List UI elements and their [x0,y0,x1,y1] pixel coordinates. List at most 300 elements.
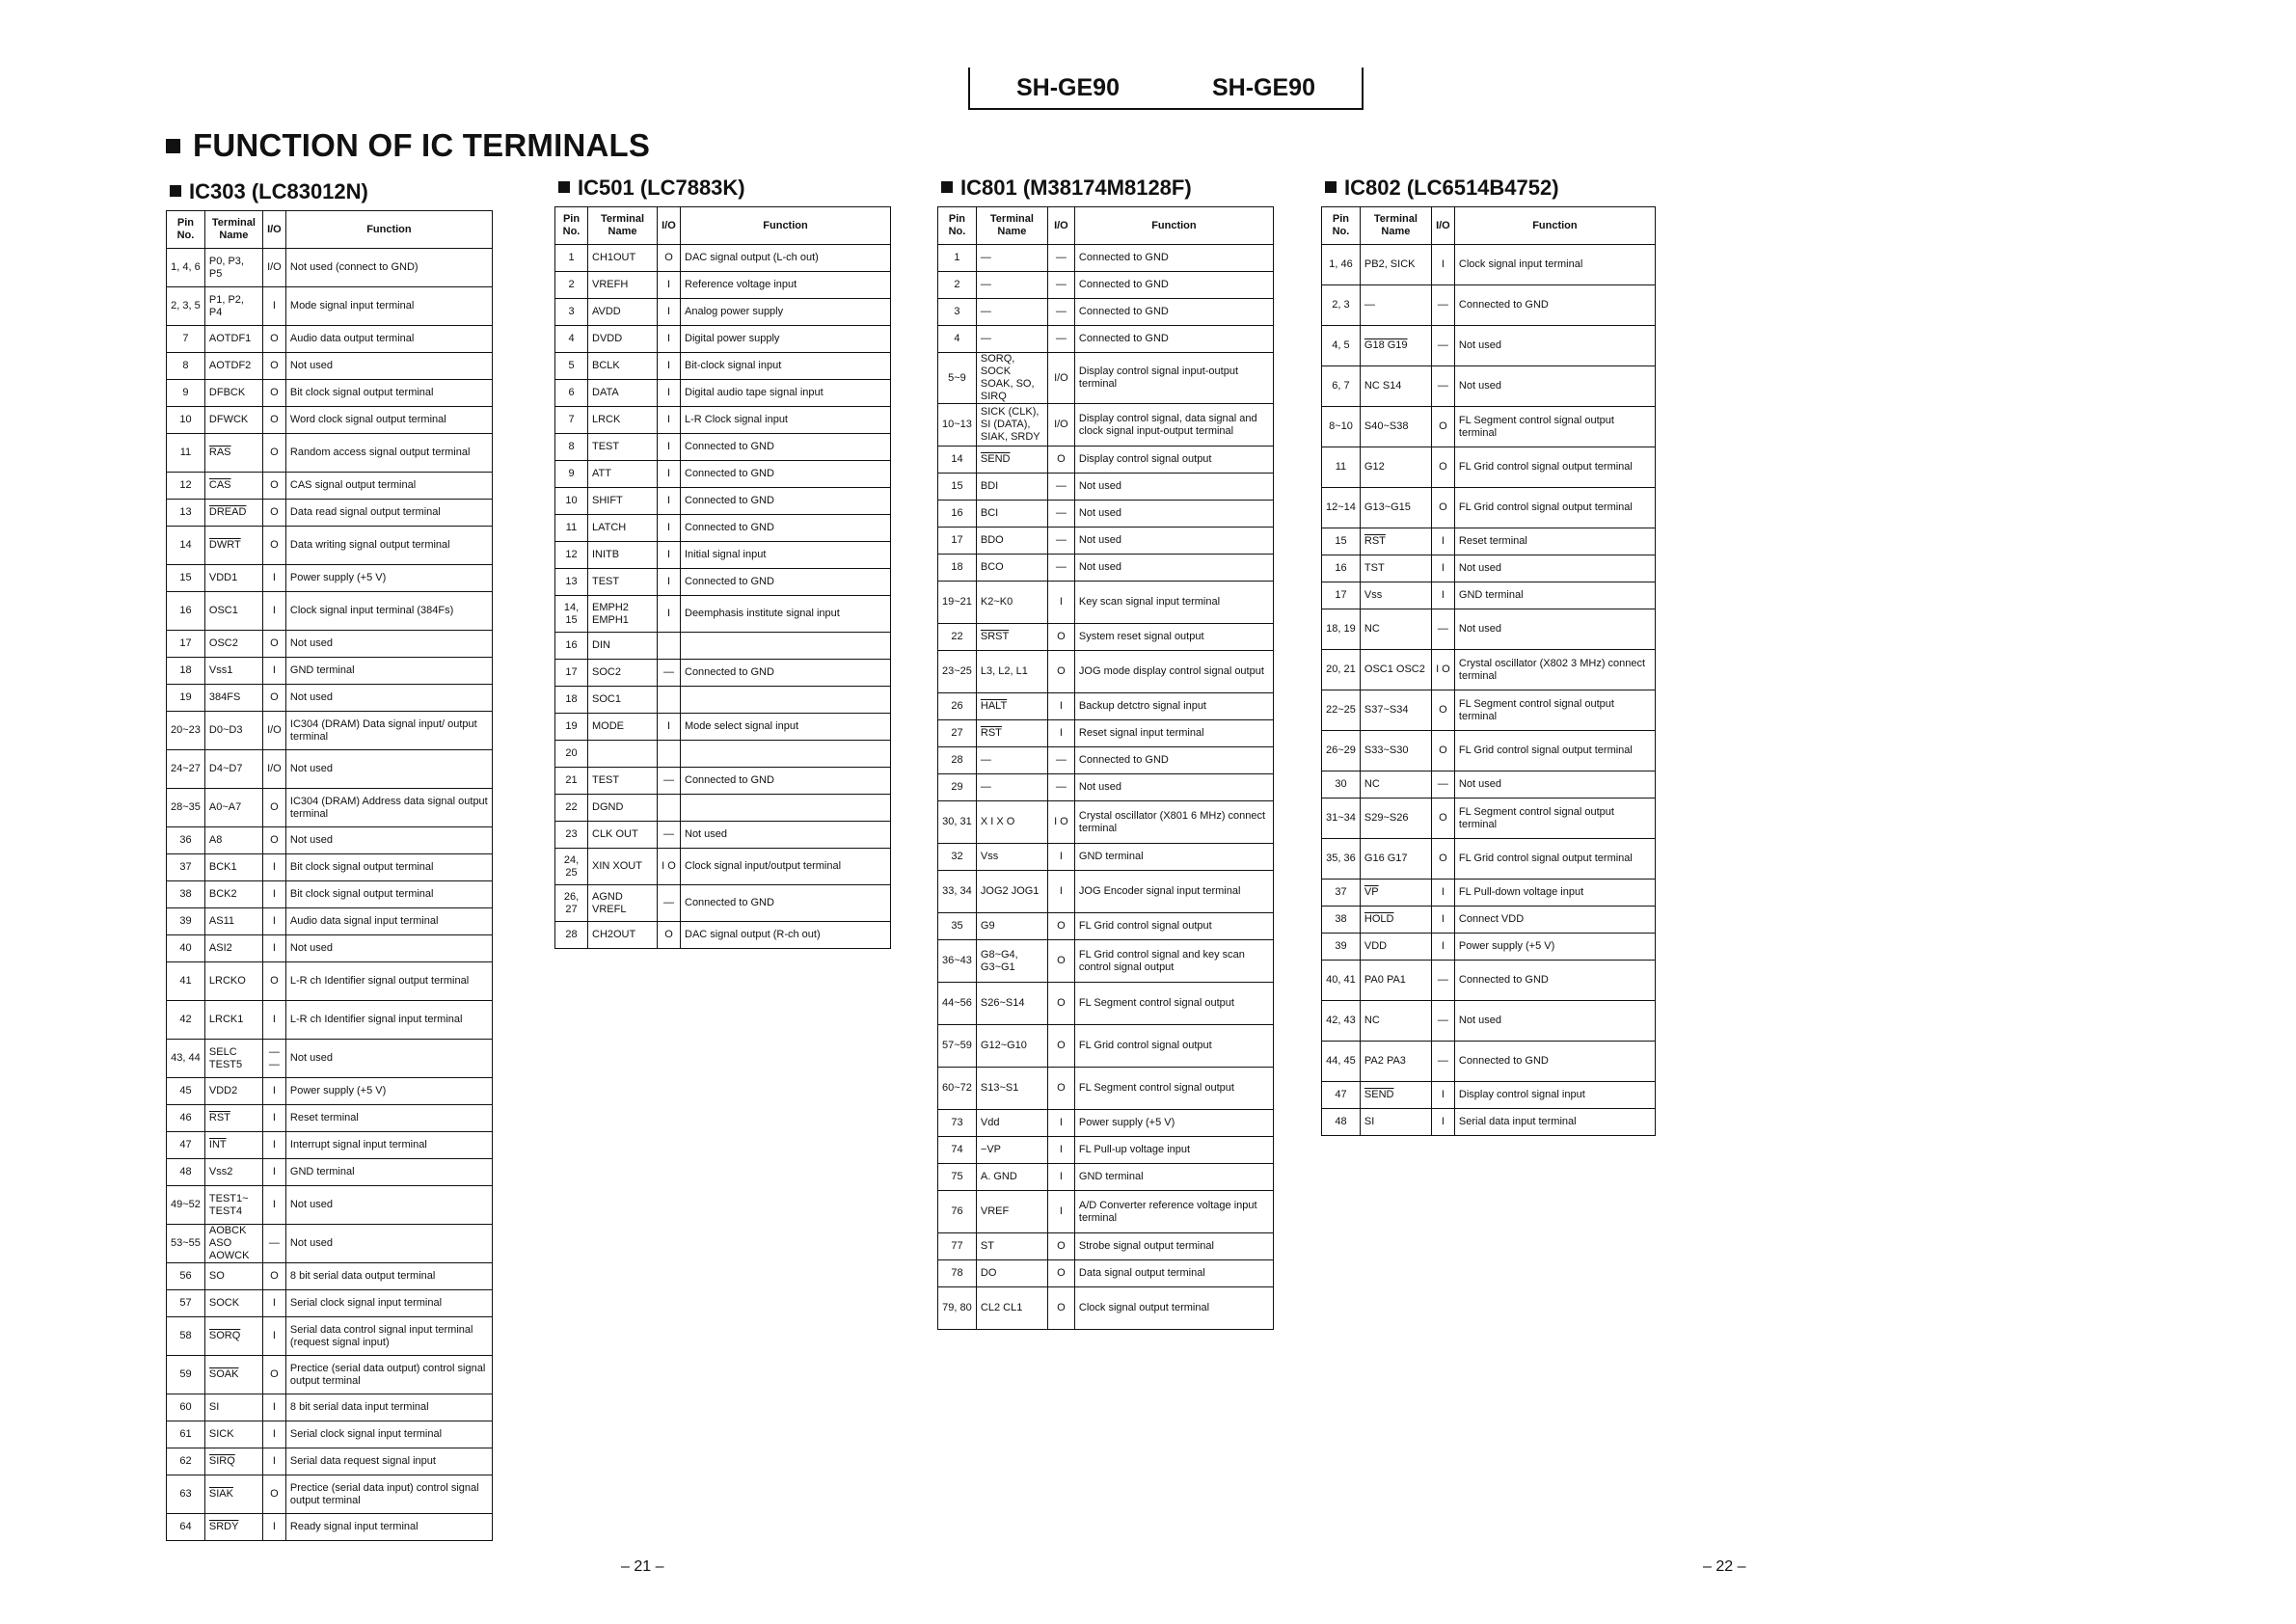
pin-cell: 10 [555,488,588,515]
page-number-left: – 21 – [621,1558,664,1575]
function-cell: A/D Converter reference voltage input terminal [1074,1191,1273,1233]
io-cell: O [1431,839,1454,880]
ic802-section [1321,176,1656,1136]
table-row [167,658,493,685]
io-cell: O [262,380,285,407]
function-cell: JOG Encoder signal input terminal [1074,871,1273,913]
io-cell [658,633,681,660]
table-row [938,1287,1274,1330]
pin-cell: 15 [167,565,205,592]
table-row [938,1191,1274,1233]
pin-cell: 61 [167,1421,205,1448]
io-cell: I [262,1001,285,1040]
terminal-name-cell: S29~S26 [1360,798,1431,839]
function-cell: Prectice (serial data input) control signal output terminal [285,1475,492,1514]
terminal-name-cell: DGND [588,795,658,822]
terminal-name-cell: AS11 [204,908,262,935]
pin-cell: 4, 5 [1322,326,1361,366]
table-row [167,750,493,789]
table-row [555,741,891,768]
table-row [938,528,1274,555]
terminal-name-cell: LATCH [588,515,658,542]
table-row [938,272,1274,299]
io-cell: O [262,527,285,565]
function-cell: FL Segment control signal output terminal [1454,798,1655,839]
function-cell: Serial data request signal input [285,1448,492,1475]
function-cell: Data read signal output terminal [285,500,492,527]
function-cell: Clock signal input terminal (384Fs) [285,592,492,631]
terminal-name-cell: SOCK [204,1290,262,1317]
io-cell: I [658,326,681,353]
terminal-name-cell: CH2OUT [588,922,658,949]
io-cell: I [1431,582,1454,609]
terminal-name-cell: ST [976,1233,1047,1260]
io-cell: I [262,1421,285,1448]
pin-cell: 64 [167,1514,205,1541]
column-header-terminal: Terminal Name [1360,207,1431,245]
pin-cell: 74 [938,1137,977,1164]
terminal-name-cell: VDD1 [204,565,262,592]
terminal-name-cell: $\overline{RST}$ [204,1105,262,1132]
terminal-name-cell: SOAK [204,1356,262,1394]
function-cell: Connected to GND [1074,299,1273,326]
pin-cell: 12~14 [1322,488,1361,528]
io-cell: I [1431,528,1454,555]
function-cell: Display control signal output [1074,447,1273,474]
terminal-name-cell: BDI [976,474,1047,501]
table-row [555,461,891,488]
function-cell: Power supply (+5 V) [285,1078,492,1105]
table-row [938,871,1274,913]
io-cell [658,741,681,768]
pin-cell: 9 [555,461,588,488]
pin-cell: 3 [938,299,977,326]
terminal-name-cell: P0, P3, P5 [204,249,262,287]
pin-cell: 22 [938,624,977,651]
pin-cell: 38 [167,881,205,908]
pin-cell: 22~25 [1322,690,1361,731]
pin-cell: 39 [167,908,205,935]
terminal-name-cell: D4~D7 [204,750,262,789]
io-cell: O [1047,1287,1074,1330]
io-cell: O [658,922,681,949]
terminal-name-cell: HOLD [1360,907,1431,934]
io-cell: O [1047,447,1074,474]
ic303-section [166,179,493,1541]
pin-cell: 7 [167,326,205,353]
io-cell: I [658,596,681,633]
function-cell: Clock signal output terminal [1074,1287,1273,1330]
table-row [938,1260,1274,1287]
table-row [167,1317,493,1356]
pin-cell: 62 [167,1448,205,1475]
table-row [167,712,493,750]
function-cell: FL Grid control signal output terminal [1454,488,1655,528]
pin-cell: 73 [938,1110,977,1137]
table-row [555,326,891,353]
function-cell: Reset terminal [1454,528,1655,555]
io-cell: — [1047,245,1074,272]
pin-cell: 58 [167,1317,205,1356]
pin-cell: 20, 21 [1322,650,1361,690]
table-row [167,1132,493,1159]
io-cell: I [262,1078,285,1105]
table-row [167,1078,493,1105]
table-row [555,633,891,660]
function-cell: Not used [1074,555,1273,582]
table-row [167,407,493,434]
io-cell: I [658,272,681,299]
io-cell: — [658,660,681,687]
io-cell: O [1047,1233,1074,1260]
square-bullet-icon [558,181,570,193]
terminal-name-cell: PB2, SICK [1360,245,1431,285]
table-row [938,326,1274,353]
terminal-name-cell: X I X O [976,801,1047,844]
table-row [938,1110,1274,1137]
function-cell: Word clock signal output terminal [285,407,492,434]
io-cell: O [262,1475,285,1514]
pin-cell: 60~72 [938,1068,977,1110]
table-row [1322,326,1656,366]
table-row [1322,609,1656,650]
table-row [555,822,891,849]
terminal-name-cell: S33~S30 [1360,731,1431,771]
terminal-name-cell: G12 [1360,447,1431,488]
table-row [1322,934,1656,961]
terminal-name-cell: SELC TEST5 [204,1040,262,1078]
pin-cell: 30, 31 [938,801,977,844]
function-cell: Not used [1454,366,1655,407]
io-cell: I [658,461,681,488]
function-cell: Connected to GND [681,461,891,488]
io-cell: — [658,885,681,922]
pin-cell: 36~43 [938,940,977,983]
pin-cell: 48 [167,1159,205,1186]
io-cell: I [1047,1164,1074,1191]
column-header-pin: Pin No. [167,211,205,249]
io-cell: O [262,827,285,854]
table-row [167,326,493,353]
column-header-io: I/O [262,211,285,249]
io-cell: I O [1431,650,1454,690]
function-cell: Random access signal output terminal [285,434,492,473]
function-cell: Not used [285,1040,492,1078]
table-row [167,1421,493,1448]
section-title [941,176,1274,201]
function-cell: 8 bit serial data input terminal [285,1394,492,1421]
table-row [938,651,1274,693]
terminal-name-cell: MODE [588,714,658,741]
terminal-name-cell: DATA [588,380,658,407]
function-cell: IC304 (DRAM) Address data signal output terminal [285,789,492,827]
table-row [938,1233,1274,1260]
pin-cell: 2 [938,272,977,299]
terminal-name-cell: EMPH2 EMPH1 [588,596,658,633]
header-row [555,207,891,245]
terminal-name-cell: SORQ [204,1317,262,1356]
function-cell: Audio data signal input terminal [285,908,492,935]
pin-cell: 12 [555,542,588,569]
function-cell [681,633,891,660]
io-cell: I [1047,1191,1074,1233]
terminal-name-cell: DFWCK [204,407,262,434]
function-cell: Power supply (+5 V) [285,565,492,592]
table-row [167,1040,493,1078]
table-row [167,631,493,658]
pin-cell: 29 [938,774,977,801]
function-cell: Not used [681,822,891,849]
pin-cell: 16 [938,501,977,528]
function-cell: Connected to GND [681,569,891,596]
terminal-name-cell: SHIFT [588,488,658,515]
terminal-name-cell: DVDD [588,326,658,353]
io-cell: — [1047,555,1074,582]
terminal-name-cell: TEST [588,569,658,596]
pin-cell: 19 [555,714,588,741]
function-cell: Audio data output terminal [285,326,492,353]
terminal-name-cell: −VP [976,1137,1047,1164]
table-row [555,353,891,380]
table-row [167,1186,493,1225]
function-cell: FL Pull-down voltage input [1454,880,1655,907]
function-cell: Serial data control signal input terminal (request signal input) [285,1317,492,1356]
io-cell: I [658,515,681,542]
header-row [938,207,1274,245]
terminal-name-cell: BCK2 [204,881,262,908]
function-cell: Not used [285,750,492,789]
column-header-function: Function [1074,207,1273,245]
function-cell: Serial clock signal input terminal [285,1290,492,1317]
function-cell: Display control signal input [1454,1082,1655,1109]
function-cell: 8 bit serial data output terminal [285,1263,492,1290]
function-cell [681,687,891,714]
column-header-terminal: Terminal Name [588,207,658,245]
terminal-name-cell: AGND VREFL [588,885,658,922]
pin-cell: 42 [167,1001,205,1040]
terminal-name-cell: — [976,747,1047,774]
table-row [1322,1042,1656,1082]
terminal-name-cell: BCO [976,555,1047,582]
io-cell: O [262,473,285,500]
table-row [938,353,1274,404]
function-cell: FL Segment control signal output terminal [1454,407,1655,447]
io-cell: O [262,1356,285,1394]
function-cell: L-R ch Identifier signal input terminal [285,1001,492,1040]
io-cell: — [1431,326,1454,366]
pin-cell: 18 [938,555,977,582]
io-cell: I [262,1105,285,1132]
table-row [1322,285,1656,326]
io-cell: I [1047,844,1074,871]
io-cell: I [658,353,681,380]
table-row [938,693,1274,720]
function-cell: Not used [1074,474,1273,501]
pin-cell: 15 [1322,528,1361,555]
function-cell: DAC signal output (L-ch out) [681,245,891,272]
model-name-left: SH-GE90 [1016,73,1120,101]
pin-cell: 38 [1322,907,1361,934]
io-cell: — [1431,609,1454,650]
table-row [555,660,891,687]
section-title [558,176,891,201]
terminal-name-cell: SORQ, SOCK SOAK, SO, SIRQ [976,353,1047,404]
io-cell: I [262,658,285,685]
io-cell: — [1047,299,1074,326]
io-cell: O [262,500,285,527]
table-row [555,714,891,741]
io-cell: O [1431,731,1454,771]
function-cell: GND terminal [1454,582,1655,609]
column-header-function: Function [681,207,891,245]
pin-cell: 22 [555,795,588,822]
table-row [167,1514,493,1541]
table-row [555,922,891,949]
pin-cell: 16 [555,633,588,660]
pin-cell: 10 [167,407,205,434]
io-cell: I [262,287,285,326]
pin-cell: 53~55 [167,1225,205,1263]
io-cell: — — [262,1040,285,1078]
function-cell: Not used [1454,609,1655,650]
io-cell: O [1047,1068,1074,1110]
function-cell: Not used [285,631,492,658]
io-cell: — [1047,272,1074,299]
function-cell: Connected to GND [681,660,891,687]
terminal-name-cell: INITB [588,542,658,569]
function-cell: FL Segment control signal output [1074,983,1273,1025]
table-row [167,1448,493,1475]
io-cell: I [1431,1109,1454,1136]
terminal-name-cell: JOG2 JOG1 [976,871,1047,913]
function-cell: Crystal oscillator (X802 3 MHz) connect terminal [1454,650,1655,690]
function-cell: Not used [285,935,492,962]
function-cell: Digital power supply [681,326,891,353]
pin-cell: 19~21 [938,582,977,624]
io-cell: O [1047,913,1074,940]
pin-cell: 8 [555,434,588,461]
table-row [167,287,493,326]
table-row [938,1025,1274,1068]
table-row [167,962,493,1001]
terminal-name-cell: SO [204,1263,262,1290]
pin-cell: 75 [938,1164,977,1191]
terminal-name-cell: DREAD [204,500,262,527]
io-cell: I [1431,880,1454,907]
pin-cell: 4 [938,326,977,353]
terminal-name-cell: Vss1 [204,658,262,685]
terminal-table [554,206,891,949]
io-cell: O [262,789,285,827]
io-cell: O [1047,983,1074,1025]
function-cell: Prectice (serial data output) control signal output terminal [285,1356,492,1394]
pin-cell: 4 [555,326,588,353]
pin-cell: 12 [167,473,205,500]
table-row [938,844,1274,871]
pin-cell: 1, 46 [1322,245,1361,285]
terminal-name-cell: — [976,774,1047,801]
function-cell: Not used [285,1186,492,1225]
table-row [938,940,1274,983]
io-cell: O [1431,488,1454,528]
column-header-io: I/O [1431,207,1454,245]
table-row [167,881,493,908]
io-cell: I [262,1290,285,1317]
pin-cell: 14, 15 [555,596,588,633]
io-cell: I [658,299,681,326]
table-row [555,434,891,461]
table-row [1322,447,1656,488]
terminal-name-cell: BCI [976,501,1047,528]
table-row [167,1356,493,1394]
terminal-name-cell: G9 [976,913,1047,940]
terminal-name-cell: XIN XOUT [588,849,658,885]
terminal-name-cell: VREF [976,1191,1047,1233]
pin-cell: 37 [167,854,205,881]
io-cell: — [1047,528,1074,555]
pin-cell: 3 [555,299,588,326]
pin-cell: 1 [555,245,588,272]
pin-cell: 26, 27 [555,885,588,922]
table-row [555,768,891,795]
column-header-terminal: Terminal Name [204,211,262,249]
pin-cell: 35, 36 [1322,839,1361,880]
function-cell: FL Grid control signal output terminal [1454,731,1655,771]
table-row [555,299,891,326]
io-cell: I O [1047,801,1074,844]
table-row [938,1137,1274,1164]
terminal-name-cell: LRCKO [204,962,262,1001]
function-cell: Bit clock signal output terminal [285,854,492,881]
io-cell: I [262,854,285,881]
pin-cell: 11 [167,434,205,473]
function-cell: FL Grid control signal output [1074,1025,1273,1068]
pin-cell: 6, 7 [1322,366,1361,407]
table-row [555,272,891,299]
terminal-name-cell: A8 [204,827,262,854]
terminal-name-cell: AOTDF2 [204,353,262,380]
column-header-pin: Pin No. [555,207,588,245]
terminal-name-cell: SEND [1360,1082,1431,1109]
column-header-io: I/O [1047,207,1074,245]
function-cell: Connected to GND [681,515,891,542]
io-cell: O [262,1263,285,1290]
terminal-name-cell: S40~S38 [1360,407,1431,447]
function-cell: IC304 (DRAM) Data signal input/ output terminal [285,712,492,750]
table-row [167,565,493,592]
io-cell: — [658,768,681,795]
pin-cell: 23 [555,822,588,849]
function-cell: L-R Clock signal input [681,407,891,434]
table-row [1322,245,1656,285]
function-cell: Not used [1074,501,1273,528]
pin-cell: 10~13 [938,404,977,447]
terminal-name-cell: ATT [588,461,658,488]
io-cell: I [658,542,681,569]
function-cell: Backup detctro signal input [1074,693,1273,720]
section-title-text: IC802 (LC6514B4752) [1344,176,1559,200]
io-cell: O [1431,407,1454,447]
terminal-name-cell: Vss [976,844,1047,871]
terminal-name-cell: 384FS [204,685,262,712]
io-cell: — [1431,1001,1454,1042]
function-cell: Reset terminal [285,1105,492,1132]
pin-cell: 16 [167,592,205,631]
pin-cell: 36 [167,827,205,854]
table-row [555,596,891,633]
table-row [167,353,493,380]
terminal-name-cell: SEND [976,447,1047,474]
